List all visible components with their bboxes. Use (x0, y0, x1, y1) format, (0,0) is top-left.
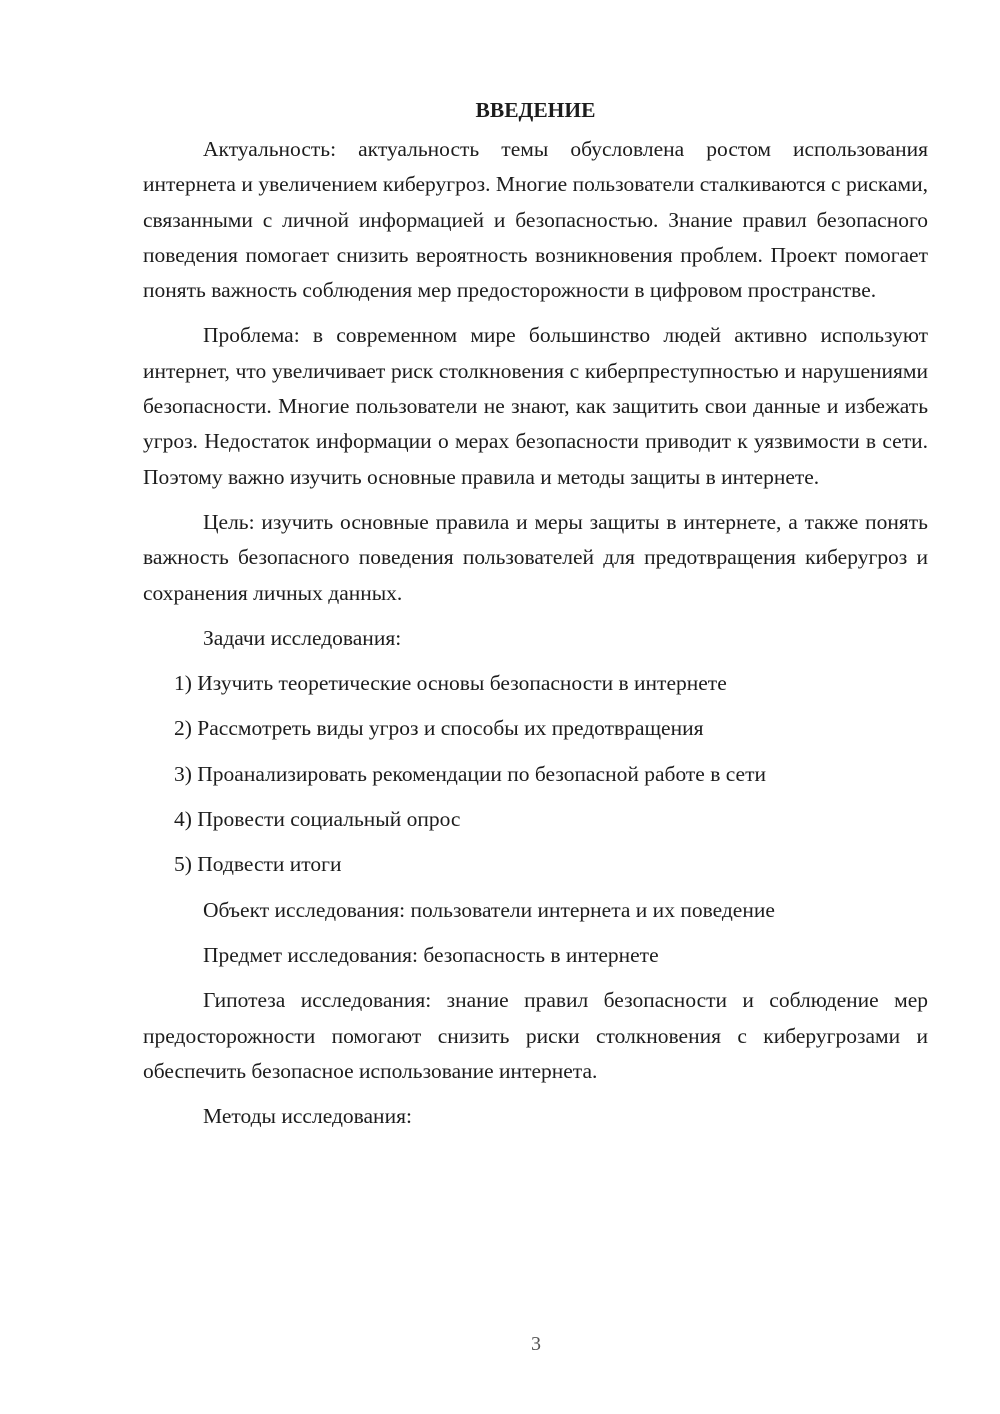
hypothesis-paragraph: Гипотеза исследования: знание правил безопасности и соблюдение мер предосторожности помогают снизить риски столкновения с киберугрозами и обеспечить безопасное использование интернета. (143, 988, 928, 1083)
object-line: Объект исследования: пользователи интернета и их поведение (203, 897, 775, 922)
page-number: 3 (531, 1333, 541, 1355)
task-item-1: 1) Изучить теоретические основы безопасности в интернете (174, 671, 727, 696)
document-page (143, 92, 928, 1144)
methods-title: Методы исследования: (203, 1104, 412, 1129)
problem-paragraph: Проблема: в современном мире большинство людей активно используют интернет, что увеличивает риск столкновения с киберпреступностью и нарушениями безопасности. Многие пользователи не знают, как защитить свои данные и избежать угроз. Недостаток информации о мерах безопасности приводит к уязвимости в сети. Поэтому важно изучить основные правила и методы защиты в интернете. (143, 323, 928, 489)
relevance-paragraph: Актуальность: актуальность темы обусловлена ростом использования интернета и увеличением киберугроз. Многие пользователи сталкиваются с рисками, связанными с личной информацией и безопасностью. Знание правил безопасного поведения помогает снизить вероятность возникновения проблем. Проект помогает понять важность соблюдения мер предосторожности в цифровом пространстве. (143, 137, 928, 303)
tasks-list (143, 666, 928, 882)
task-item-5: 5) Подвести итоги (174, 852, 342, 877)
task-item-3: 3) Проанализировать рекомендации по безопасной работе в сети (174, 761, 766, 786)
goal-paragraph: Цель: изучить основные правила и меры защиты в интернете, а также понять важность безопасного поведения пользователей для предотвращения киберугроз и сохранения личных данных. (143, 509, 928, 605)
task-item-4: 4) Провести социальный опрос (174, 807, 461, 832)
subject-line: Предмет исследования: безопасность в интернете (203, 942, 659, 967)
task-item-2: 2) Рассмотреть виды угроз и способы их предотвращения (174, 716, 704, 741)
tasks-title: Задачи исследования: (203, 625, 402, 650)
page-heading: ВВЕДЕНИЕ (475, 98, 596, 122)
